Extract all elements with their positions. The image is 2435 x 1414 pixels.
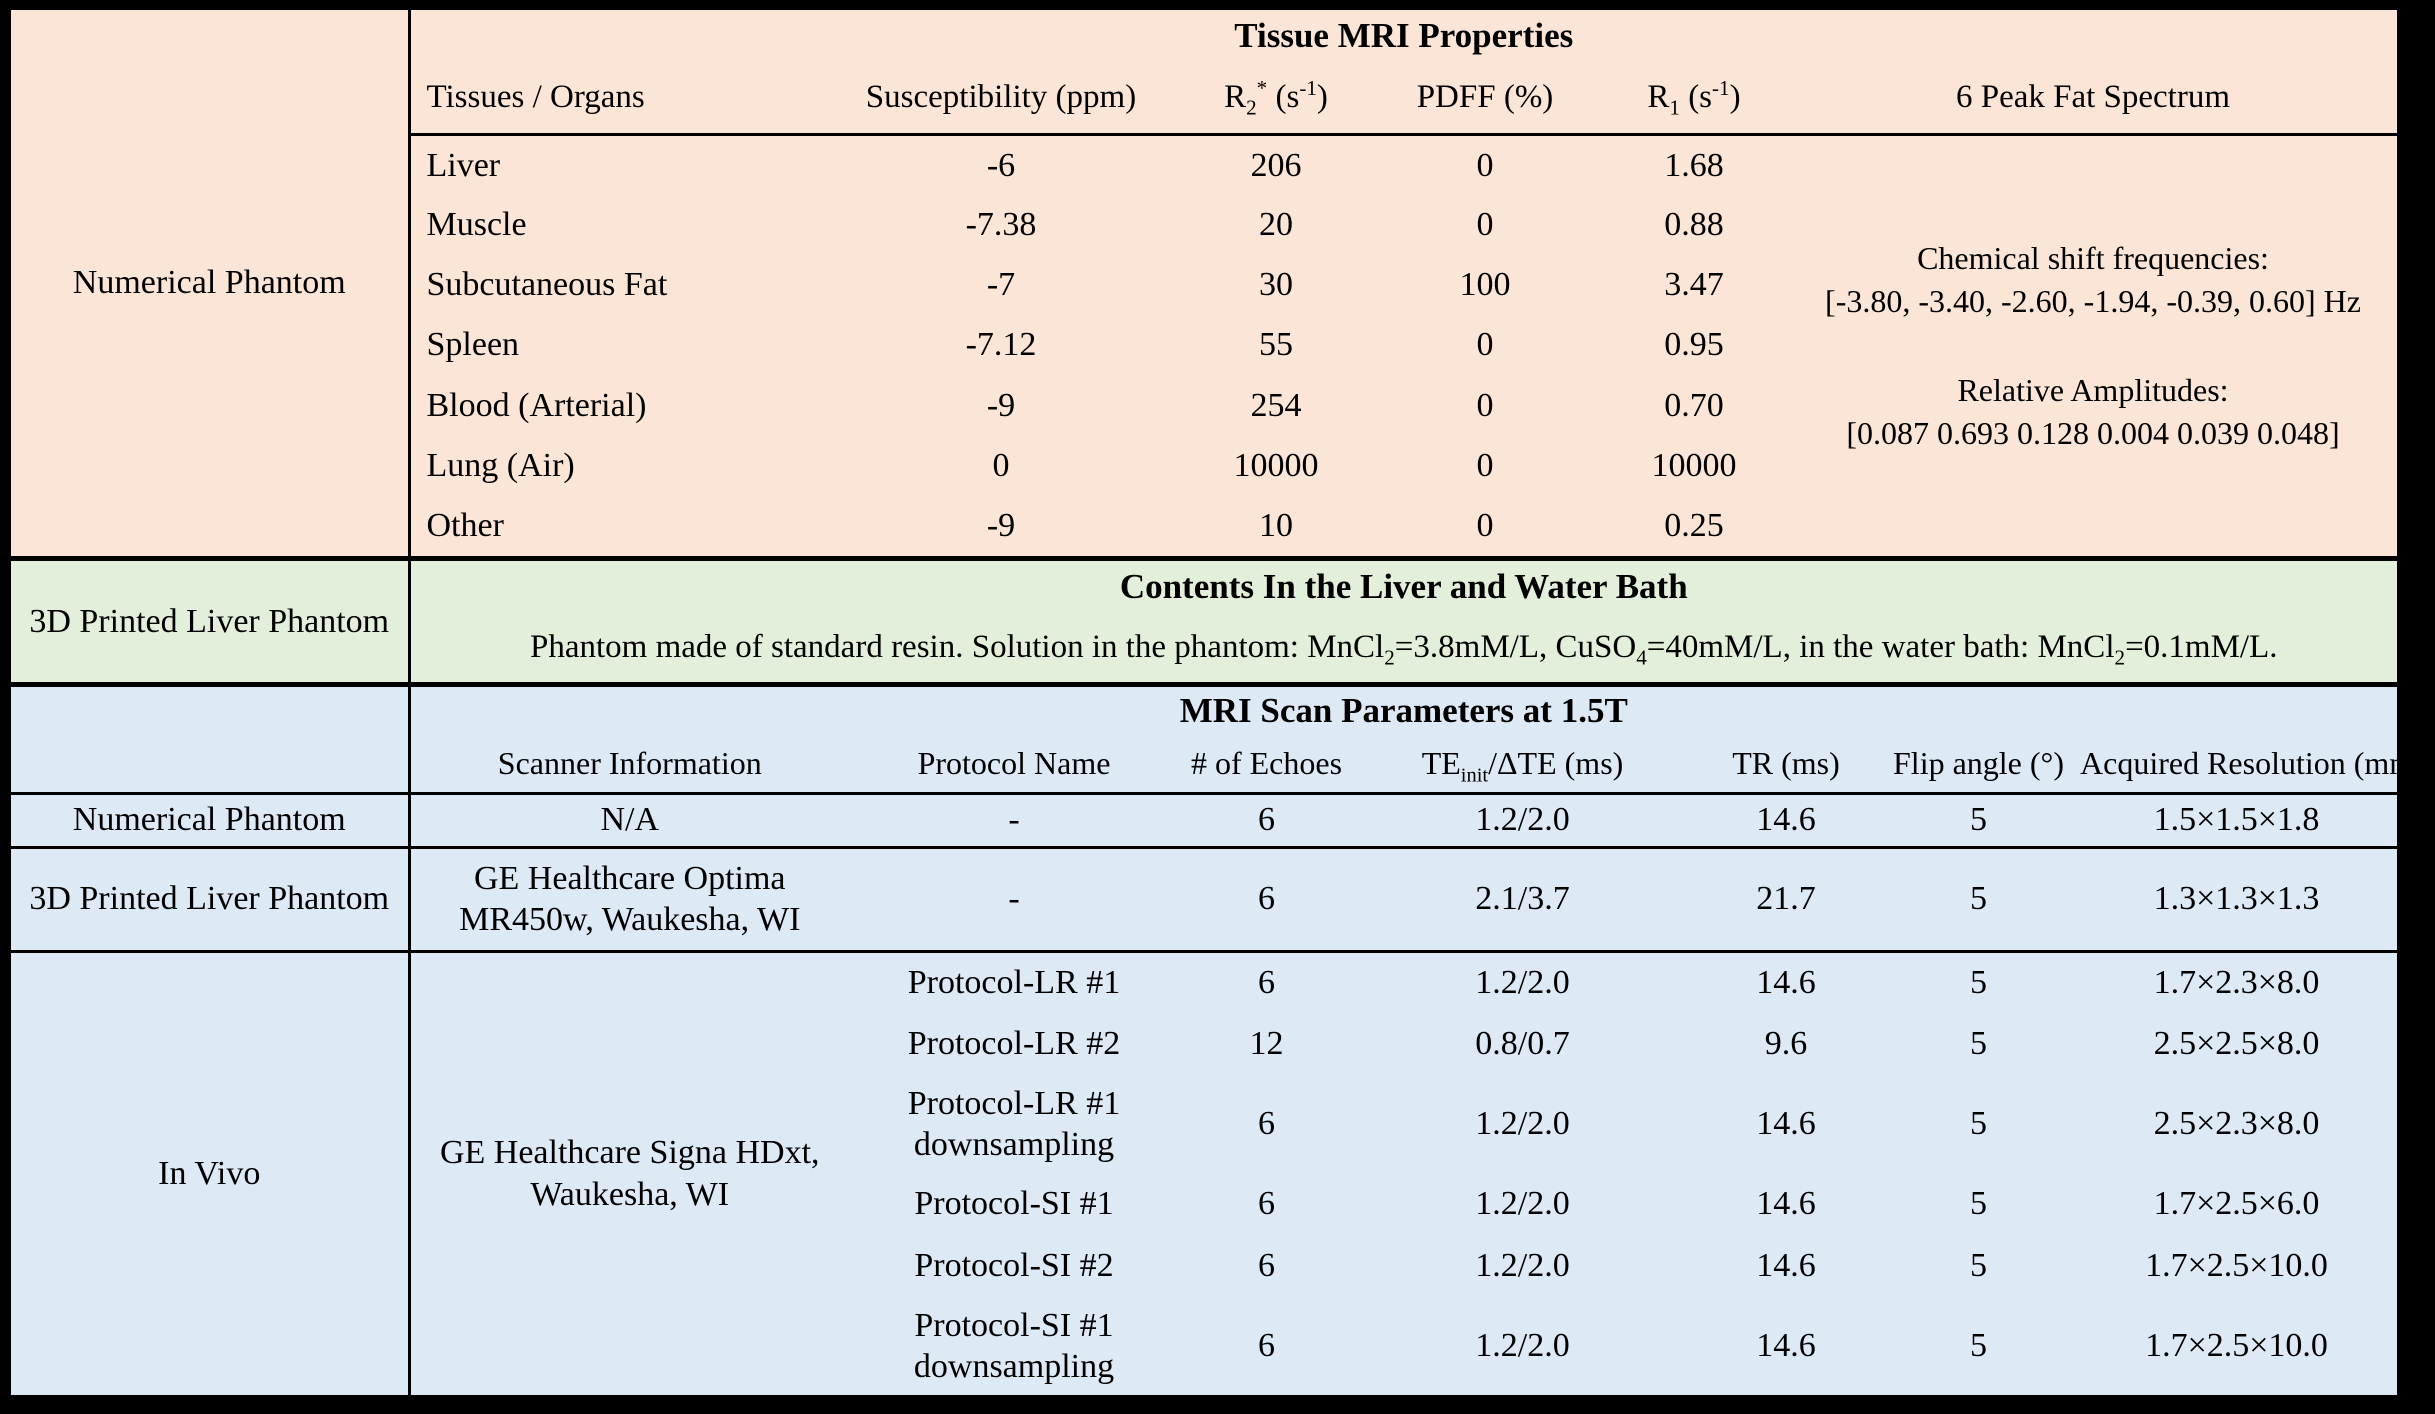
scan-parameters-section	[11, 682, 2435, 1395]
tissue-r2star: 30	[1259, 266, 1293, 304]
tissue-r2star: 10	[1259, 507, 1293, 545]
resolution-value: 1.7×2.5×10.0	[2145, 1247, 2328, 1285]
tissue-r1: 1.68	[1664, 146, 1724, 184]
resolution-value: 2.5×2.5×8.0	[2153, 1025, 2320, 1063]
tr-value: 14.6	[1756, 1327, 1816, 1365]
tissue-susceptibility: -6	[986, 146, 1016, 184]
tr-value: 14.6	[1756, 1185, 1816, 1223]
protocol-name: -	[849, 847, 1179, 951]
tissue-pdff: 0	[1476, 326, 1494, 364]
flip-angle-value: 5	[1970, 964, 1987, 1002]
te-value: 1.2/2.0	[1475, 1327, 1570, 1365]
flip-angle-value: 5	[1970, 1327, 1987, 1365]
tissue-r1: 0.88	[1664, 206, 1724, 244]
te-value: 1.2/2.0	[1475, 1247, 1570, 1285]
protocol-name: -	[849, 793, 1179, 847]
chemical-shift-values: [-3.80, -3.40, -2.60, -1.94, -0.39, 0.60] Hz	[1825, 282, 2361, 319]
te-value: 1.2/2.0	[1354, 793, 1691, 847]
scan-table	[11, 687, 2435, 1395]
te-value: 1.2/2.0	[1475, 1105, 1570, 1143]
properties-table	[8, 7, 2435, 1398]
protocol-name: Protocol-LR #2	[907, 1025, 1121, 1063]
flip-angle-value: 5	[1970, 1025, 1987, 1063]
protocol-name: Protocol-SI #1 downsampling	[913, 1306, 1115, 1385]
col-header-acquired-resolution: Acquired Resolution $(mm^3)$	[2076, 735, 2397, 793]
phantom-section-title: Contents In the Liver and Water Bath	[1119, 566, 1688, 606]
resolution-value: 1.5×1.5×1.8	[2076, 793, 2397, 847]
tissue-name: Liver	[426, 146, 501, 184]
tissue-r2star: 206	[1250, 146, 1302, 184]
num-echoes: 12	[1249, 1025, 1284, 1063]
scan-label-spacer	[11, 687, 409, 793]
tissue-r1: 0.70	[1664, 386, 1724, 424]
scanner-info: GE Healthcare Optima MR450w, Waukesha, WI	[409, 847, 849, 951]
tissue-r2star: 55	[1259, 326, 1293, 364]
tr-value: 14.6	[1756, 964, 1816, 1002]
tissue-r1: 10000	[1651, 446, 1737, 484]
flip-angle-value: 5	[1970, 1247, 1987, 1285]
phantom-title-row	[11, 561, 2397, 613]
col-header-tr: TR (ms)	[1691, 735, 1881, 793]
resolution-value: 1.7×2.5×10.0	[2145, 1327, 2328, 1365]
scan-row-protocol-lr-1	[11, 951, 2397, 1013]
tissue-susceptibility: -7.12	[965, 326, 1037, 364]
relative-amplitudes-values: [0.087 0.693 0.128 0.004 0.039 0.048]	[1846, 415, 2340, 452]
tissue-table	[11, 10, 2397, 556]
tissue-susceptibility: -7.38	[965, 206, 1037, 244]
col-header-scanner-information: Scanner Information	[409, 735, 849, 793]
tissue-mri-properties-section	[11, 10, 2397, 556]
col-header-r1: $R_1$ $(s^{-1})$	[1599, 62, 1789, 134]
tissue-r1: 3.47	[1664, 266, 1724, 304]
flip-angle-value: 5	[1881, 847, 2076, 951]
tissue-section-title: Tissue MRI Properties	[1234, 15, 1574, 55]
flip-angle-value: 5	[1881, 793, 2076, 847]
num-echoes: 6	[1258, 1105, 1275, 1143]
phantom-description: Phantom made of standard resin. Solution in the phantom: MnCl$_2$=3.8mM/L, CuSO$_4$=40mM/L, in the water bath: MnCl$_2$=0.1mM/L.	[529, 629, 2278, 670]
te-value: 2.1/3.7	[1354, 847, 1691, 951]
te-value: 0.8/0.7	[1475, 1025, 1570, 1063]
scan-section-title: MRI Scan Parameters at 1.5T	[1179, 690, 1628, 730]
tissue-pdff: 0	[1476, 507, 1494, 545]
flip-angle-value: 5	[1970, 1105, 1987, 1143]
tissue-pdff: 0	[1476, 146, 1494, 184]
liver-phantom-contents-section	[11, 556, 2397, 682]
num-echoes: 6	[1258, 1327, 1275, 1365]
tissue-r2star: 20	[1259, 206, 1293, 244]
protocol-name: Protocol-SI #2	[914, 1247, 1114, 1285]
tissue-susceptibility: -9	[986, 386, 1016, 424]
fat-spectrum-block	[1793, 136, 2393, 556]
num-echoes: 6	[1258, 1185, 1275, 1223]
resolution-value: 1.3×1.3×1.3	[2076, 847, 2397, 951]
chemical-shift-group	[1825, 237, 2361, 323]
col-header-tissues-organs: Tissues / Organs	[409, 62, 821, 134]
tissue-r1: 0.95	[1664, 326, 1724, 364]
tissue-title-row	[11, 10, 2397, 62]
row-label-3d-printed-liver-phantom: 3D Printed Liver Phantom	[11, 847, 409, 951]
scan-title-row	[11, 687, 2397, 735]
tissue-name: Blood (Arterial)	[426, 386, 647, 424]
relative-amplitudes-label: Relative Amplitudes:	[1957, 371, 2229, 408]
tissue-susceptibility: 0	[992, 446, 1010, 484]
tissue-name: Other	[426, 507, 504, 545]
row-group-label-numerical-phantom: Numerical Phantom	[11, 10, 409, 556]
protocol-name: Protocol-LR #1 downsampling	[907, 1084, 1121, 1163]
fat-spectrum-cell	[1789, 134, 2397, 556]
tr-value: 14.6	[1756, 1247, 1816, 1285]
tissue-susceptibility: -7	[986, 266, 1016, 304]
tr-value: 21.7	[1691, 847, 1881, 951]
te-value: 1.2/2.0	[1475, 1185, 1570, 1223]
tissue-pdff: 0	[1476, 206, 1494, 244]
resolution-value: 2.5×2.3×8.0	[2153, 1105, 2320, 1143]
col-header-fat-spectrum: 6 Peak Fat Spectrum	[1789, 62, 2397, 134]
tissue-r2star: 254	[1250, 386, 1302, 424]
col-header-susceptibility: Susceptibility (ppm)	[821, 62, 1181, 134]
row-group-label-in-vivo: In Vivo	[11, 951, 409, 1395]
phantom-table	[11, 561, 2397, 682]
relative-amplitudes-group	[1846, 369, 2339, 455]
tr-value: 9.6	[1764, 1025, 1808, 1063]
num-echoes: 6	[1258, 1247, 1275, 1285]
col-header-r2star: $R_2^*$ $(s^{-1})$	[1181, 62, 1371, 134]
tr-value: 14.6	[1691, 793, 1881, 847]
col-header-te: $TE_{init}$/ΔTE (ms)	[1354, 735, 1691, 793]
scanner-info: N/A	[409, 793, 849, 847]
tissue-pdff: 0	[1476, 446, 1494, 484]
scan-row-3d-printed-liver-phantom	[11, 847, 2397, 951]
scanner-info-in-vivo: GE Healthcare Signa HDxt, Waukesha, WI	[439, 1134, 820, 1213]
col-header-pdff: PDFF (%)	[1371, 62, 1599, 134]
num-echoes: 6	[1179, 847, 1354, 951]
tissue-name: Lung (Air)	[426, 446, 575, 484]
tissue-name: Muscle	[426, 206, 527, 244]
col-header-num-echoes: # of Echoes	[1179, 735, 1354, 793]
tissue-susceptibility: -9	[986, 507, 1016, 545]
tr-value: 14.6	[1756, 1105, 1816, 1143]
chemical-shift-label: Chemical shift frequencies:	[1917, 239, 2269, 276]
protocol-name: Protocol-LR #1	[907, 964, 1121, 1002]
resolution-value: 1.7×2.3×8.0	[2153, 964, 2320, 1002]
row-label-numerical-phantom: Numerical Phantom	[11, 793, 409, 847]
row-group-label-3d-printed-liver-phantom: 3D Printed Liver Phantom	[11, 561, 409, 682]
num-echoes: 6	[1179, 793, 1354, 847]
col-header-protocol-name: Protocol Name	[849, 735, 1179, 793]
tissue-name: Subcutaneous Fat	[426, 266, 668, 304]
resolution-value: 1.7×2.5×6.0	[2153, 1185, 2320, 1223]
protocol-name: Protocol-SI #1	[914, 1185, 1114, 1223]
tissue-name: Spleen	[426, 326, 520, 364]
flip-angle-value: 5	[1970, 1185, 1987, 1223]
tissue-pdff: 100	[1459, 266, 1511, 304]
scan-row-numerical-phantom	[11, 793, 2397, 847]
tissue-pdff: 0	[1476, 386, 1494, 424]
col-header-flip-angle: Flip angle (°)	[1881, 735, 2076, 793]
tissue-r1: 0.25	[1664, 507, 1724, 545]
tissue-r2star: 10000	[1233, 446, 1319, 484]
num-echoes: 6	[1258, 964, 1275, 1002]
te-value: 1.2/2.0	[1475, 964, 1570, 1002]
